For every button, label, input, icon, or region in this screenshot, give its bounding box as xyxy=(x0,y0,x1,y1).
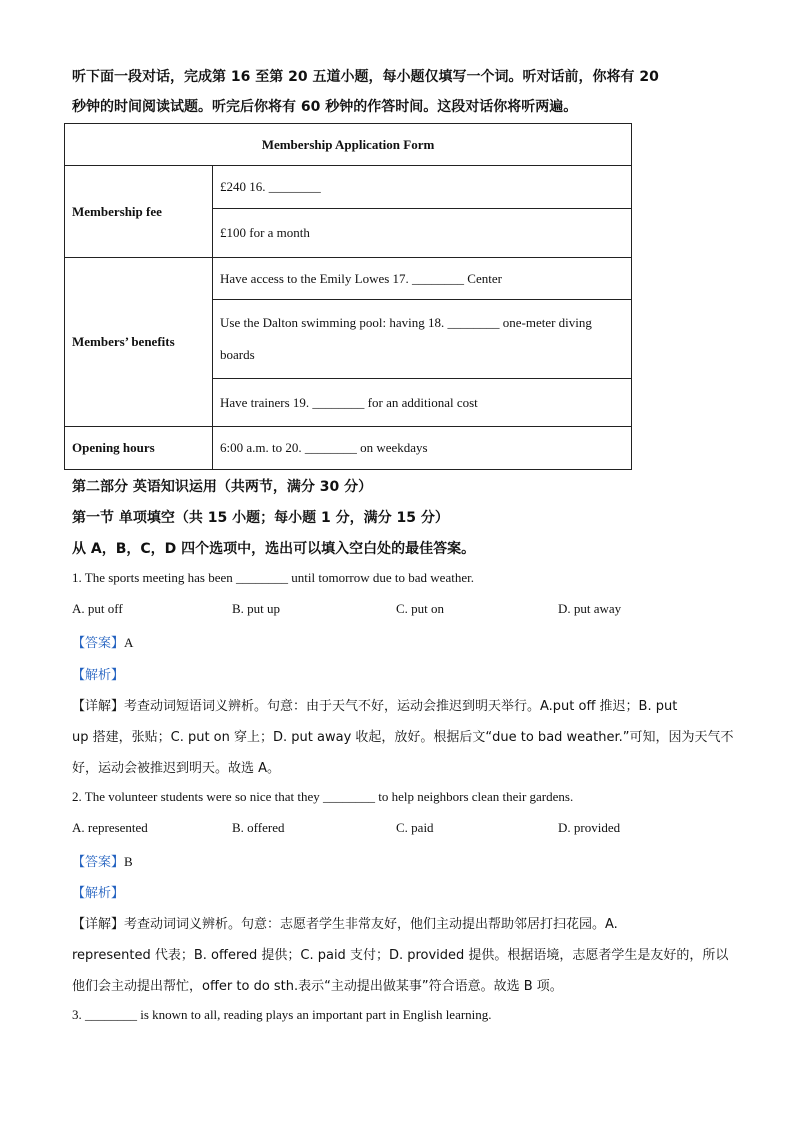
q1-option-c: C. put on xyxy=(396,601,445,616)
q2-option-a: A. represented xyxy=(72,820,148,835)
q2-detail-2: represented 代表；B. offered 提供；C. paid 支付；D. provided 提供。根据语境，志愿者学生是友好的，所以 xyxy=(72,948,729,963)
hours-value: 6:00 a.m. to 20. ________ on weekdays xyxy=(213,427,632,470)
q2-detail-3: 他们会主动提出帮忙，offer to do sth.表示“主动提出做某事”符合语意。故选 B 项。 xyxy=(72,979,563,994)
q1-detail-1: 【详解】考查动词短语词义辨析。句意：由于天气不好，运动会推迟到明天举行。A.put off 推迟；B. put xyxy=(72,699,678,714)
q1-answer-tag: 【答案】 xyxy=(72,636,125,651)
q1-answer: A xyxy=(124,635,134,650)
q1-detail-2: up 搭建，张贴；C. put on 穿上；D. put away 收起，放好。根据后文“due to bad weather.”可知，因为天气不 xyxy=(72,730,734,745)
q1-detail-3: 好，运动会被推迟到明天。故选 A。 xyxy=(72,761,281,776)
q1-option-d: D. put away xyxy=(558,601,622,616)
question-2-stem: 2. The volunteer students were so nice that they ________ to help neighbors clean their gardens. xyxy=(72,789,574,804)
section-heading: 第一节 单项填空（共 15 小题；每小题 1 分，满分 15 分） xyxy=(72,510,449,526)
fee-row-2: £100 for a month xyxy=(213,209,632,258)
form-title: Membership Application Form xyxy=(65,124,632,166)
benefit-1: Have access to the Emily Lowes 17. ________ Center xyxy=(213,258,632,300)
q2-answer-tag: 【答案】 xyxy=(72,855,125,870)
membership-form-table xyxy=(64,123,632,470)
benefit-2: Use the Dalton swimming pool: having 18. ________ one-meter diving boards xyxy=(213,300,632,379)
q2-answer: B xyxy=(124,854,133,869)
q1-analysis-tag: 【解析】 xyxy=(72,668,125,683)
q2-option-b: B. offered xyxy=(232,820,285,835)
instruction-line-2: 秒钟的时间阅读试题。听完后你将有 60 秒钟的作答时间。这段对话你将听两遍。 xyxy=(72,99,578,115)
benefits-label: Members’ benefits xyxy=(65,258,213,427)
q1-answer-line xyxy=(72,632,133,651)
q2-analysis-tag: 【解析】 xyxy=(72,886,125,901)
q2-option-d: D. provided xyxy=(558,820,621,835)
q1-option-a: A. put off xyxy=(72,601,123,616)
instruction-line-1: 听下面一段对话，完成第 16 至第 20 五道小题，每小题仅填写一个词。听对话前，你将有 20 xyxy=(72,69,659,85)
question-3-stem: 3. ________ is known to all, reading plays an important part in English learning. xyxy=(72,1007,492,1022)
q1-option-b: B. put up xyxy=(232,601,281,616)
q2-detail-1: 【详解】考查动词词义辨析。句意：志愿者学生非常友好，他们主动提出帮助邻居打扫花园。A. xyxy=(72,917,618,932)
fee-label: Membership fee xyxy=(65,166,213,258)
direction-text: 从 A，B，C，D 四个选项中，选出可以填入空白处的最佳答案。 xyxy=(72,541,476,557)
fee-row-1: £240 16. ________ xyxy=(213,166,632,209)
part2-heading: 第二部分 英语知识运用（共两节，满分 30 分） xyxy=(72,479,373,495)
hours-label: Opening hours xyxy=(65,427,213,470)
question-1-stem: 1. The sports meeting has been ________ until tomorrow due to bad weather. xyxy=(72,570,474,585)
q2-option-c: C. paid xyxy=(396,820,434,835)
benefit-3: Have trainers 19. ________ for an additional cost xyxy=(213,379,632,427)
q2-answer-line xyxy=(72,851,133,870)
